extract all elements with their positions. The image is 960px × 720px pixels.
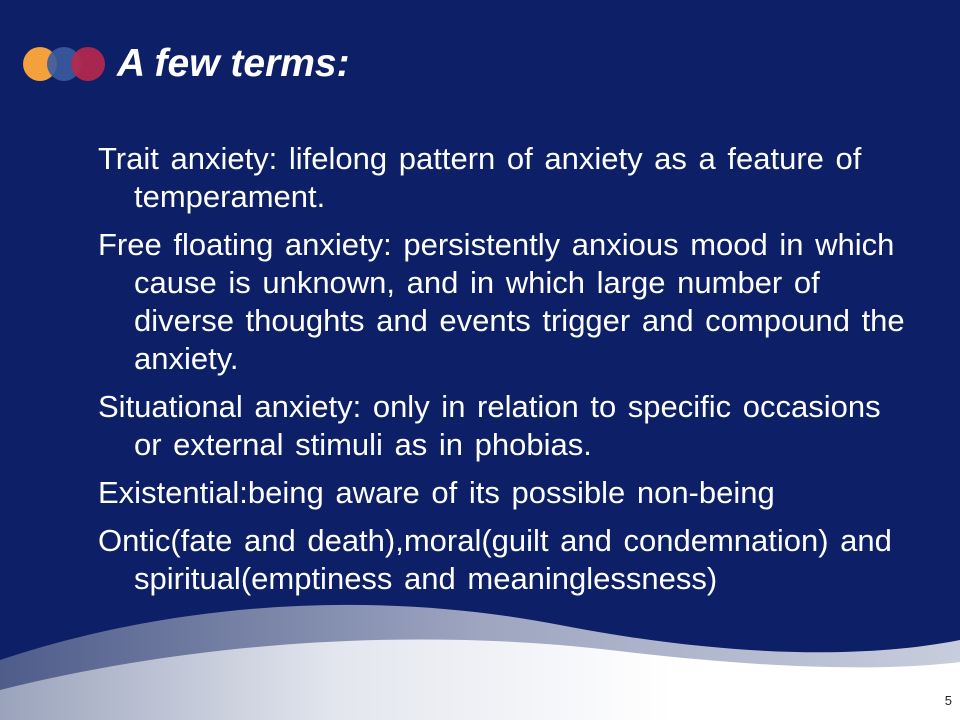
term-situational-anxiety: Situational anxiety: only in relation to specific occasions or external stimuli as in phobias. [98, 389, 881, 462]
term-existential: Existential:being aware of its possible non-being [98, 475, 775, 510]
page-number: 5 [944, 693, 952, 708]
term-free-floating-anxiety: Free floating anxiety: persistently anxious mood in which cause is unknown, and in which large number of diverse thoughts and events trigger and compound the anxiety. [98, 227, 905, 376]
slide-title: A few terms: [117, 42, 350, 85]
term-trait-anxiety: Trait anxiety: lifelong pattern of anxiety as a feature of temperament. [98, 141, 862, 214]
term-ontic-moral-spiritual: Ontic(fate and death),moral(guilt and condemnation) and spiritual(emptiness and meaninglessness) [98, 523, 892, 596]
three-circles-logo [22, 46, 106, 82]
terms-list [98, 140, 918, 608]
